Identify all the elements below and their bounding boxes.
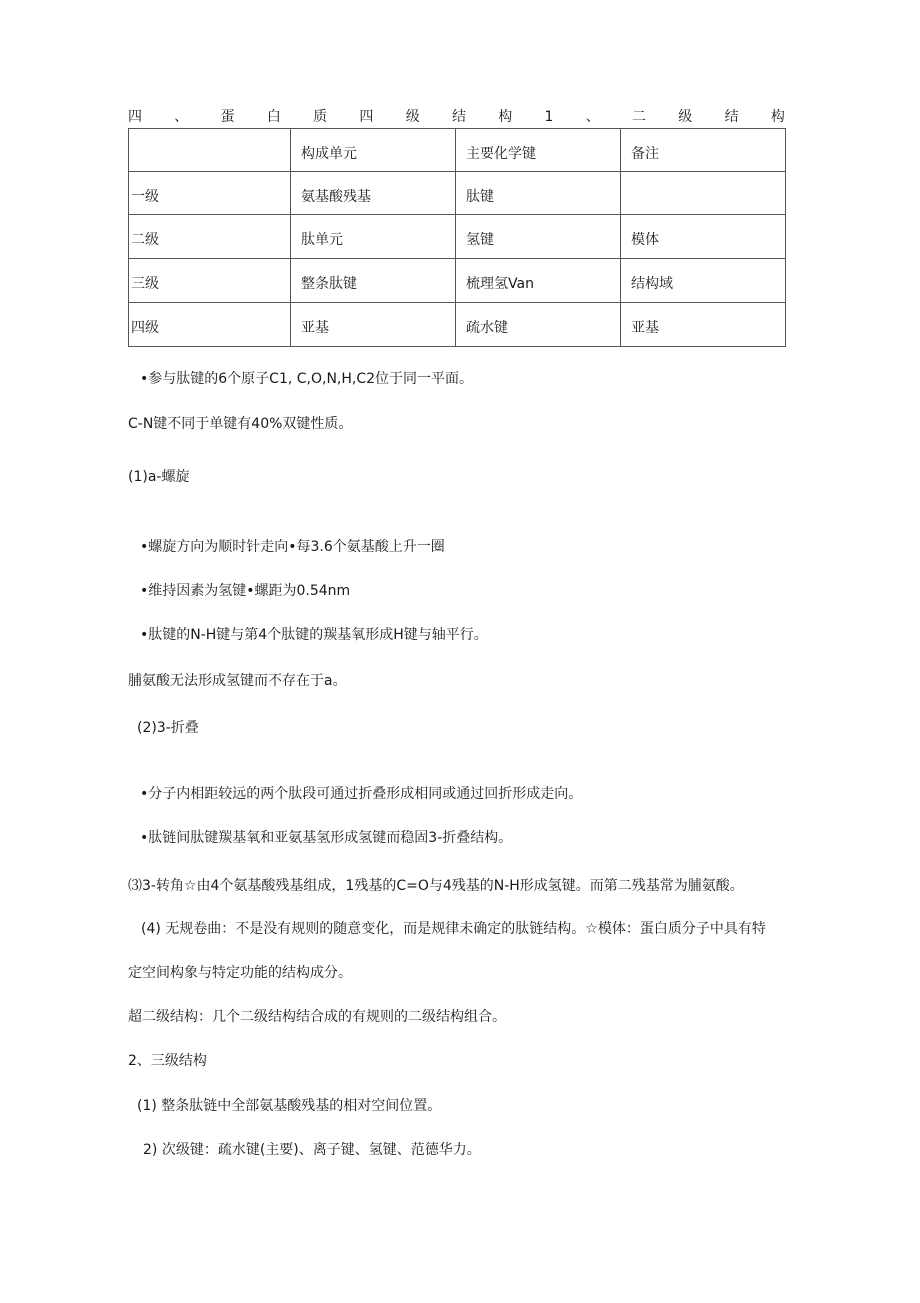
table-cell: 结构域 (621, 259, 786, 303)
heading-char: 白 (266, 109, 281, 125)
table-cell: 四级 (129, 303, 291, 347)
heading-char: 、 (585, 109, 600, 125)
table-cell: 肽单元 (291, 215, 456, 259)
paragraph: (4) 无规卷曲：不是没有规则的随意变化，而是规律未确定的肽链结构。☆模体：蛋白质分子中具有特 (141, 921, 766, 937)
paragraph: •参与肽键的6个原子C1, C,O,N,H,C2位于同一平面。 (140, 371, 474, 387)
paragraph: 2、三级结构 (128, 1053, 207, 1069)
heading-char: 构 (770, 109, 785, 125)
heading-char: 结 (724, 109, 739, 125)
table-cell: 一级 (129, 172, 291, 215)
table-cell: 构成单元 (291, 129, 456, 172)
table-header-row (129, 129, 786, 172)
table-cell (129, 129, 291, 172)
heading-char: 四 (359, 109, 374, 125)
heading-char: 二 (632, 109, 647, 125)
structure-table (128, 128, 786, 347)
heading-char: 构 (498, 109, 513, 125)
section-heading (128, 108, 785, 126)
table-cell: 氢键 (456, 215, 621, 259)
table-cell: 整条肽键 (291, 259, 456, 303)
table-cell: 三级 (129, 259, 291, 303)
paragraph: (1) 整条肽链中全部氨基酸残基的相对空间位置。 (137, 1098, 442, 1114)
heading-char: 蛋 (220, 109, 235, 125)
heading-char: 质 (313, 109, 328, 125)
heading-char: 1 (544, 109, 554, 125)
table-cell: 肽键 (456, 172, 621, 215)
paragraph: (1)a-螺旋 (128, 469, 190, 485)
paragraph: •分子内相距较远的两个肽段可通过折叠形成相同或通过回折形成走向。 (140, 786, 583, 802)
table-cell: 亚基 (291, 303, 456, 347)
paragraph: 超二级结构：几个二级结构结合成的有规则的二级结构组合。 (128, 1009, 506, 1025)
paragraph: •肽键的N-H键与第4个肽键的羰基氧形成H键与轴平行。 (140, 627, 488, 643)
table-cell (621, 172, 786, 215)
table-cell: 亚基 (621, 303, 786, 347)
paragraph: 2) 次级键：疏水键(主要)、离子键、氢键、范德华力。 (143, 1142, 481, 1158)
heading-char: 级 (405, 109, 420, 125)
table-row (129, 215, 786, 259)
paragraph: (2)3-折叠 (137, 720, 199, 736)
table-row (129, 303, 786, 347)
table-row (129, 259, 786, 303)
table-cell: 疏水键 (456, 303, 621, 347)
paragraph: 定空间构象与特定功能的结构成分。 (128, 965, 352, 981)
paragraph: C-N键不同于单键有40%双键性质。 (128, 416, 353, 432)
table-cell: 模体 (621, 215, 786, 259)
table-cell: 梳理氢Van (456, 259, 621, 303)
table-cell: 氨基酸残基 (291, 172, 456, 215)
paragraph: •螺旋方向为顺时针走向•每3.6个氨基酸上升一圈 (140, 539, 445, 555)
paragraph: •肽链间肽键羰基氧和亚氨基氢形成氢键而稳固3-折叠结构。 (140, 830, 513, 846)
table-cell: 二级 (129, 215, 291, 259)
heading-char: 级 (678, 109, 693, 125)
paragraph: 脯氨酸无法形成氢键而不存在于a。 (128, 673, 347, 689)
paragraph: •维持因素为氢键•螺距为0.54nm (140, 583, 351, 599)
table-cell: 备注 (621, 129, 786, 172)
paragraph: ⑶3-转角☆由4个氨基酸残基组成，1残基的C=O与4残基的N-H形成氢键。而第二残基常为脯氨酸。 (128, 878, 744, 894)
heading-char: 结 (451, 109, 466, 125)
heading-char: 四 (128, 109, 142, 125)
heading-char: 、 (174, 109, 189, 125)
table-row (129, 172, 786, 215)
table-cell: 主要化学键 (456, 129, 621, 172)
